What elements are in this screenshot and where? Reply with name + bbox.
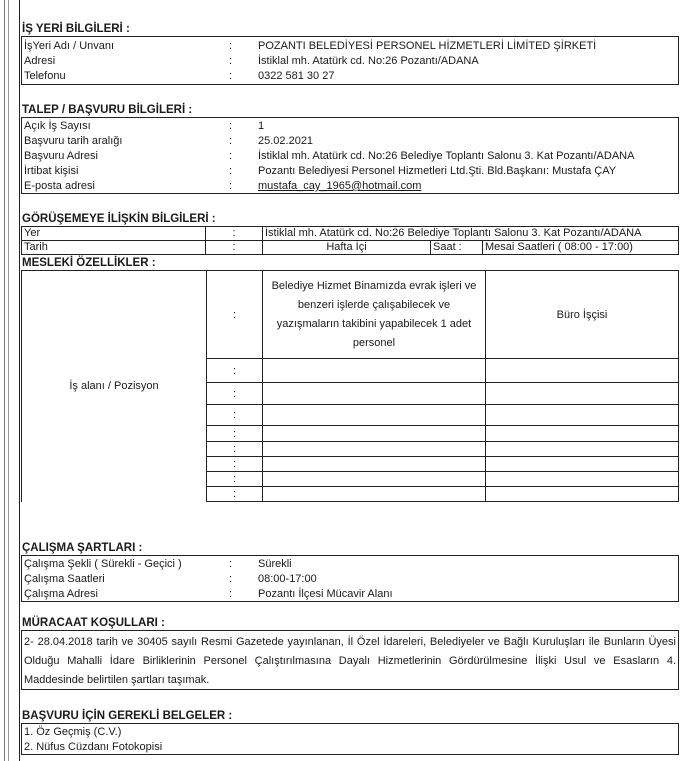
- section-title-talep: TALEP / BAŞVURU BİLGİLERİ :: [22, 104, 193, 116]
- colon: :: [229, 180, 233, 192]
- page-edge-line: [8, 0, 9, 761]
- position-title: [486, 442, 679, 457]
- position-title: [486, 359, 679, 383]
- field-value: 1: [258, 120, 265, 132]
- colon: :: [207, 457, 263, 472]
- colon: :: [206, 241, 263, 255]
- position-desc: [263, 426, 486, 442]
- field-label: Başvuru Adresi: [24, 150, 98, 162]
- section-title-muracaat: MÜRACAAT KOŞULLARI :: [22, 617, 165, 629]
- field-value: Pozantı İlçesi Mücavir Alanı: [258, 588, 393, 600]
- talep-box: [21, 117, 679, 194]
- field-value: İstiklal mh. Atatürk cd. No:26 Belediye Toplantı Salonu 3. Kat Pozantı/ADANA: [258, 150, 635, 162]
- colon: :: [229, 55, 233, 67]
- field-label: İrtibat kişisi: [24, 165, 79, 177]
- belge-item-text: 2. Nüfus Cüzdanı Fotokopisi: [24, 741, 163, 753]
- field-label: E-posta adresi: [24, 180, 95, 192]
- colon: :: [207, 487, 263, 502]
- isyeri-row-telefon: [22, 69, 678, 83]
- tarih-label: Tarih: [22, 241, 206, 255]
- position-desc: [263, 457, 486, 472]
- colon: :: [206, 227, 263, 241]
- position-title: Büro İşçisi: [486, 271, 679, 359]
- position-desc: [263, 472, 486, 487]
- colon: :: [229, 120, 233, 132]
- colon: :: [207, 359, 263, 383]
- position-desc: [263, 442, 486, 457]
- colon: :: [207, 383, 263, 405]
- tarih-value: Hafta İçi: [263, 241, 431, 255]
- colon: :: [207, 472, 263, 487]
- position-title: [486, 457, 679, 472]
- yer-label: Yer: [22, 227, 206, 241]
- colon: :: [229, 40, 233, 52]
- section-title-calisma: ÇALIŞMA ŞARTLARI :: [22, 542, 143, 554]
- position-label: İş alanı / Pozisyon: [22, 271, 207, 502]
- field-label: Çalışma Adresi: [24, 588, 98, 600]
- colon: :: [229, 135, 233, 147]
- field-label: Çalışma Saatleri: [24, 573, 105, 585]
- page-margin-line: [19, 0, 20, 761]
- position-title: [486, 472, 679, 487]
- belgeler-box: [21, 723, 679, 755]
- muracaat-text: 2- 28.04.2018 tarih ve 30405 sayılı Resmi Gazetede yayınlanan, İl Özel İdareleri, Belediyeler ve Bağlı Kuruluşları ile Bunların Üyesi Olduğu Mahalli İdare Birliklerinin Personel Çalıştırılmasına Dayalı Hizmetlerinin Gördürülmesine İlişki Usul ve Esasların 4. Maddesinde belirtilen şartları taşımak.: [24, 636, 676, 686]
- talep-row: [22, 179, 678, 193]
- calisma-row: [22, 557, 678, 571]
- section-title-isyeri: İŞ YERİ BİLGİLERİ :: [22, 23, 130, 35]
- belge-item: [22, 725, 678, 739]
- isyeri-row-adres: [22, 54, 678, 68]
- field-value: POZANTI BELEDİYESİ PERSONEL HİZMETLERİ LİMİTED ŞİRKETİ: [258, 40, 597, 52]
- colon: :: [229, 150, 233, 162]
- calisma-row: [22, 587, 678, 601]
- position-desc: Belediye Hizmet Binamızda evrak işleri ve benzeri işlerde çalışabilecek ve yazışmaların takibini yapabilecek 1 adet personel: [263, 271, 486, 359]
- gorusme-table: [21, 226, 679, 255]
- section-title-gorusme: GÖRÜŞEMEYE İLİŞKİN BİLGİLERİ :: [22, 213, 216, 225]
- gorusme-row-yer: [22, 227, 679, 241]
- saat-label: Saat :: [431, 241, 483, 255]
- email-link[interactable]: mustafa_cay_1965@hotmail.com: [258, 180, 422, 192]
- colon: :: [229, 165, 233, 177]
- field-label: Başvuru tarih aralığı: [24, 135, 123, 147]
- talep-row: [22, 164, 678, 178]
- page-edge-line: [4, 0, 5, 761]
- field-value: Pozantı Belediyesi Personel Hizmetleri Ltd.Şti. Bld.Başkanı: Mustafa ÇAY: [258, 165, 617, 177]
- section-title-belgeler: BAŞVURU İÇİN GEREKLİ BELGELER :: [22, 710, 233, 722]
- position-desc: [263, 383, 486, 405]
- belge-item: [22, 740, 678, 754]
- position-desc: [263, 405, 486, 426]
- gorusme-row-tarih: [22, 241, 679, 255]
- field-label: İşYeri Adı / Unvanı: [24, 40, 115, 52]
- belge-item-text: 1. Öz Geçmiş (C.V.): [24, 726, 122, 738]
- mesleki-table: [21, 270, 679, 502]
- field-label: Çalışma Şekli ( Sürekli - Geçici ): [24, 558, 182, 570]
- field-value: 25.02.2021: [258, 135, 314, 147]
- isyeri-row-unvan: [22, 39, 678, 53]
- colon: :: [207, 426, 263, 442]
- talep-row: [22, 119, 678, 133]
- position-desc: [263, 359, 486, 383]
- colon: :: [229, 588, 233, 600]
- field-label: Telefonu: [24, 70, 66, 82]
- position-desc: [263, 487, 486, 502]
- section-title-mesleki: MESLEKİ ÖZELLİKLER :: [22, 257, 156, 269]
- field-label: Açık İş Sayısı: [24, 120, 91, 132]
- field-value: 0322 581 30 27: [258, 70, 335, 82]
- muracaat-box: [21, 630, 679, 690]
- position-title: [486, 487, 679, 502]
- colon: :: [229, 558, 233, 570]
- calisma-row: [22, 572, 678, 586]
- calisma-box: [21, 555, 679, 602]
- position-title: [486, 383, 679, 405]
- talep-row: [22, 134, 678, 148]
- colon: :: [207, 405, 263, 426]
- field-value: 08:00-17:00: [258, 573, 317, 585]
- field-value: İstiklal mh. Atatürk cd. No:26 Pozantı/ADANA: [258, 55, 479, 67]
- saat-value: Mesai Saatleri ( 08:00 - 17:00): [483, 241, 679, 255]
- position-title: [486, 426, 679, 442]
- colon: :: [229, 70, 233, 82]
- talep-row: [22, 149, 678, 163]
- colon: :: [229, 573, 233, 585]
- colon: :: [207, 442, 263, 457]
- yer-value: İstiklal mh. Atatürk cd. No:26 Belediye Toplantı Salonu 3. Kat Pozantı/ADANA: [263, 227, 679, 241]
- isyeri-box: [21, 36, 679, 85]
- colon: :: [207, 271, 263, 359]
- field-value: Sürekli: [258, 558, 292, 570]
- position-title: [486, 405, 679, 426]
- field-label: Adresi: [24, 55, 56, 67]
